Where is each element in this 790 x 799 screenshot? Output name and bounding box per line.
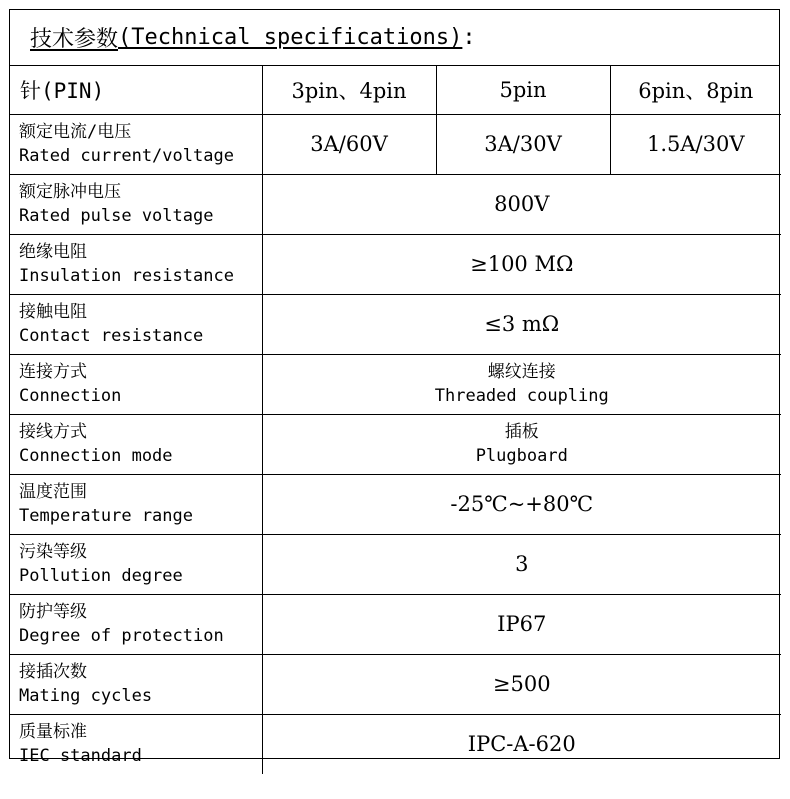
header-col-6-8pin: 6pin、8pin bbox=[610, 66, 781, 114]
row-label bbox=[10, 174, 262, 234]
row-value: ≥500 bbox=[262, 654, 781, 714]
row-label-en: Rated pulse voltage bbox=[19, 206, 214, 226]
row-label-cn: 绝缘电阻 bbox=[19, 242, 87, 262]
row-label bbox=[10, 654, 262, 714]
row-label-cn: 额定电流/电压 bbox=[19, 122, 132, 142]
row-value: ≥100 MΩ bbox=[262, 234, 781, 294]
header-pin-label: 针(PIN) bbox=[10, 66, 262, 114]
row-label bbox=[10, 534, 262, 594]
row-value: -25℃~+80℃ bbox=[262, 474, 781, 534]
sheet-title bbox=[10, 10, 779, 66]
row-value: 800V bbox=[262, 174, 781, 234]
row-label-en: Mating cycles bbox=[19, 686, 153, 706]
header-row bbox=[10, 66, 781, 114]
row-label-cn: 接线方式 bbox=[19, 422, 87, 442]
row-label-en: Temperature range bbox=[19, 506, 193, 526]
row-label-cn: 污染等级 bbox=[19, 542, 87, 562]
row-value: IPC-A-620 bbox=[262, 714, 781, 774]
table-row bbox=[10, 474, 781, 534]
row-value-en: Plugboard bbox=[475, 446, 568, 466]
row-value-en: Threaded coupling bbox=[434, 386, 609, 406]
row-label-cn: 额定脉冲电压 bbox=[19, 182, 121, 202]
row-label bbox=[10, 114, 262, 174]
table-row bbox=[10, 654, 781, 714]
row-label bbox=[10, 474, 262, 534]
row-value bbox=[262, 354, 781, 414]
row-label-en: Connection mode bbox=[19, 446, 173, 466]
row-value: ≤3 mΩ bbox=[262, 294, 781, 354]
spec-table bbox=[10, 66, 781, 774]
title-cn: 技术参数 bbox=[30, 27, 119, 52]
table-row bbox=[10, 534, 781, 594]
row-value-cn: 插板 bbox=[504, 422, 539, 442]
row-label-cn: 接插次数 bbox=[19, 662, 87, 682]
row-label-en: IEC standard bbox=[19, 746, 142, 767]
row-value bbox=[262, 414, 781, 474]
rated-value-1: 3A/60V bbox=[262, 114, 436, 174]
title-colon: : bbox=[462, 25, 476, 50]
header-col-5pin: 5pin bbox=[436, 66, 610, 114]
row-label-en: Connection bbox=[19, 386, 122, 406]
row-label bbox=[10, 234, 262, 294]
table-row bbox=[10, 714, 781, 774]
row-label-cn: 防护等级 bbox=[19, 602, 87, 622]
row-label bbox=[10, 354, 262, 414]
row-label bbox=[10, 414, 262, 474]
table-row bbox=[10, 234, 781, 294]
row-value: 3 bbox=[262, 534, 781, 594]
table-row bbox=[10, 414, 781, 474]
row-label-cn: 质量标准 bbox=[19, 722, 87, 743]
table-row bbox=[10, 114, 781, 174]
row-label-cn: 温度范围 bbox=[19, 482, 87, 502]
table-row bbox=[10, 174, 781, 234]
table-row bbox=[10, 594, 781, 654]
row-label bbox=[10, 594, 262, 654]
row-label-cn: 接触电阻 bbox=[19, 302, 87, 322]
row-label-en: Contact resistance bbox=[19, 326, 204, 346]
row-label-en: Pollution degree bbox=[19, 566, 183, 586]
row-label-en: Degree of protection bbox=[19, 626, 224, 646]
row-value: IP67 bbox=[262, 594, 781, 654]
row-value-cn: 螺纹连接 bbox=[487, 362, 556, 382]
table-row bbox=[10, 354, 781, 414]
rated-value-3: 1.5A/30V bbox=[610, 114, 781, 174]
row-label-cn: 连接方式 bbox=[19, 362, 87, 382]
spec-sheet bbox=[9, 9, 780, 767]
row-label-en: Insulation resistance bbox=[19, 266, 234, 286]
rated-value-2: 3A/30V bbox=[436, 114, 610, 174]
row-label-en: Rated current/voltage bbox=[19, 146, 234, 166]
table-row bbox=[10, 294, 781, 354]
row-label bbox=[10, 714, 262, 774]
row-label bbox=[10, 294, 262, 354]
header-col-3-4pin: 3pin、4pin bbox=[262, 66, 436, 114]
title-en: (Technical specifications) bbox=[118, 25, 463, 50]
